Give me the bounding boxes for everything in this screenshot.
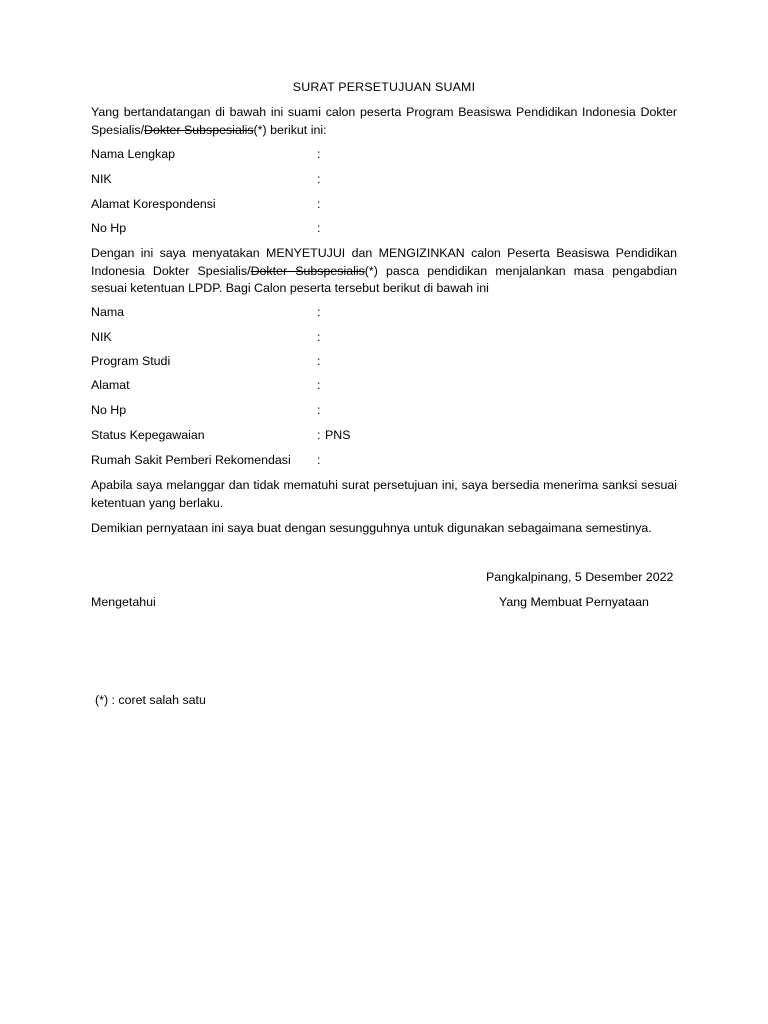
- field-row-rumah-sakit: [91, 453, 677, 471]
- field-colon: :: [317, 147, 321, 161]
- field-label: Nama: [91, 305, 125, 319]
- statement-struck-text: Dokter Subspesialis: [250, 263, 365, 278]
- signer-label: Yang Membuat Pernyataan: [499, 595, 649, 609]
- field-row-no-hp: [91, 221, 677, 239]
- statement-paragraph: [91, 245, 677, 298]
- acknowledged-label: Mengetahui: [91, 595, 156, 609]
- field-row-candidate-no-hp: [91, 403, 677, 421]
- place-date: Pangkalpinang, 5 Desember 2022: [486, 570, 674, 584]
- field-label: Rumah Sakit Pemberi Rekomendasi: [91, 453, 291, 467]
- field-colon: :: [317, 428, 321, 442]
- closing-paragraph: Demikian pernyataan ini saya buat dengan sesungguhnya untuk digunakan sebagaimana semestinya.: [91, 521, 652, 535]
- field-label: Status Kepegawaian: [91, 428, 205, 442]
- field-label: Alamat: [91, 378, 130, 392]
- field-row-nama: [91, 305, 677, 323]
- statement-text-end: (*) pasca pendidikan menjalankan masa pengabdian sesuai ketentuan LPDP. Bagi Calon peserta tersebut berikut di bawah ini: [91, 263, 677, 295]
- intro-text-end: (*) berikut ini:: [253, 122, 327, 137]
- field-colon: :: [317, 330, 321, 344]
- intro-struck-text: Dokter Subspesialis: [144, 122, 254, 137]
- field-colon: :: [317, 354, 321, 368]
- field-row-alamat-korespondensi: [91, 197, 677, 215]
- field-label: No Hp: [91, 221, 127, 235]
- field-label: NIK: [91, 330, 112, 344]
- field-colon: :: [317, 221, 321, 235]
- intro-paragraph: [91, 104, 677, 139]
- field-label: Nama Lengkap: [91, 147, 176, 161]
- field-colon: :: [317, 453, 321, 467]
- statement-text: Dengan ini saya menyatakan MENYETUJUI dan MENGIZINKAN calon Peserta Beasiswa Pendidikan Indonesia Dokter Spesialis/: [91, 246, 677, 278]
- field-label: Program Studi: [91, 354, 171, 368]
- field-row-nama-lengkap: [91, 147, 677, 165]
- field-row-alamat: [91, 378, 677, 396]
- sanction-paragraph: Apabila saya melanggar dan tidak mematuhi surat persetujuan ini, saya bersedia menerima sanksi sesuai ketentuan yang berlaku.: [91, 478, 677, 510]
- field-colon: :: [317, 305, 321, 319]
- field-value: PNS: [325, 428, 351, 442]
- field-row-nik: [91, 172, 677, 190]
- field-colon: :: [317, 403, 321, 417]
- field-label: NIK: [91, 172, 112, 186]
- field-label: No Hp: [91, 403, 127, 417]
- document-title: SURAT PERSETUJUAN SUAMI: [292, 80, 476, 94]
- field-label: Alamat Korespondensi: [91, 197, 216, 211]
- footnote: (*) : coret salah satu: [95, 693, 206, 707]
- field-colon: :: [317, 197, 321, 211]
- field-colon: :: [317, 172, 321, 186]
- field-row-status-kepegawaian: [91, 428, 677, 446]
- field-row-program-studi: [91, 354, 677, 372]
- intro-text: Yang bertandatangan di bawah ini suami calon peserta Program Beasiswa Pendidikan Indonesia Dokter Spesialis/: [91, 105, 677, 137]
- field-row-candidate-nik: [91, 330, 677, 348]
- field-colon: :: [317, 378, 321, 392]
